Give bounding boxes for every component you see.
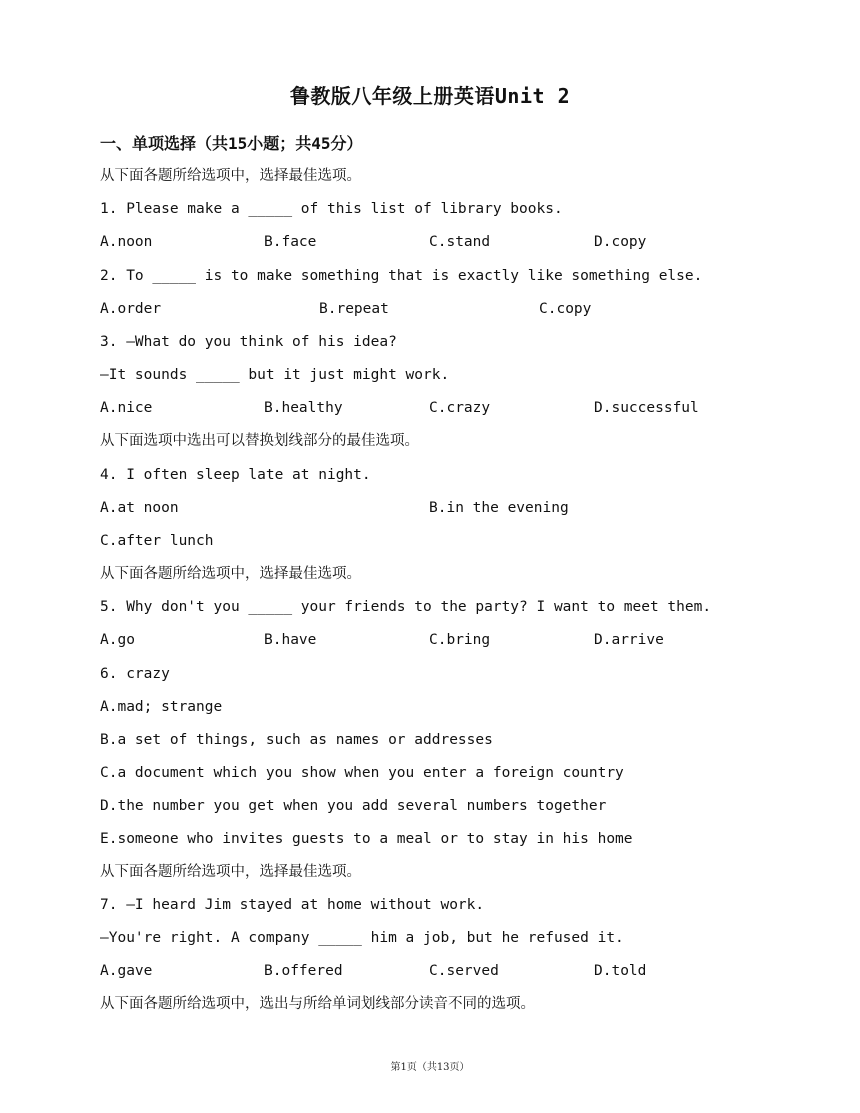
- question-1-stem: 1. Please make a _____ of this list of library books.: [100, 201, 563, 217]
- question-1-option-b: B.face: [264, 234, 317, 250]
- instruction: 从下面各题所给选项中，选择最佳选项。: [100, 864, 361, 880]
- question-2-stem: 2. To _____ is to make something that is exactly like something else.: [100, 268, 703, 284]
- page-title: 鲁教版八年级上册英语Unit 2: [289, 84, 571, 108]
- question-7-option-c: C.served: [429, 963, 499, 979]
- question-5-stem: 5. Why don't you _____ your friends to the party? I want to meet them.: [100, 599, 712, 615]
- page-footer: 第1页（共13页）: [390, 1062, 470, 1073]
- instruction: 从下面各题所给选项中，选出与所给单词划线部分读音不同的选项。: [100, 996, 535, 1012]
- question-2-option-a: A.order: [100, 301, 162, 317]
- question-3-option-c: C.crazy: [429, 400, 491, 416]
- question-6-option-b: B.a set of things, such as names or addresses: [100, 732, 493, 748]
- question-3-stem: 3. —What do you think of his idea?: [100, 334, 397, 350]
- question-5-option-d: D.arrive: [594, 632, 664, 648]
- instruction: 从下面选项中选出可以替换划线部分的最佳选项。: [100, 433, 419, 449]
- instruction: 从下面各题所给选项中，选择最佳选项。: [100, 168, 361, 184]
- question-6-option-a: A.mad; strange: [100, 699, 223, 715]
- question-3-option-a: A.nice: [100, 400, 153, 416]
- section-heading: 一、单项选择（共15小题；共45分）: [100, 134, 363, 153]
- question-7-option-a: A.gave: [100, 963, 153, 979]
- question-5-option-b: B.have: [264, 632, 317, 648]
- question-7-stem-reply: —You're right. A company _____ him a job, but he refused it.: [100, 930, 624, 946]
- instruction: 从下面各题所给选项中，选择最佳选项。: [100, 566, 361, 582]
- question-4-option-b: B.in the evening: [429, 500, 569, 516]
- question-7-option-d: D.told: [594, 963, 647, 979]
- question-4-option-c: C.after lunch: [100, 533, 214, 549]
- question-1-option-a: A.noon: [100, 234, 153, 250]
- question-5-option-c: C.bring: [429, 632, 491, 648]
- question-4-option-a: A.at noon: [100, 500, 179, 516]
- question-6-stem: 6. crazy: [100, 666, 170, 682]
- question-1-option-c: C.stand: [429, 234, 491, 250]
- question-6-option-c: C.a document which you show when you enter a foreign country: [100, 765, 624, 781]
- question-1-option-d: D.copy: [594, 234, 647, 250]
- question-6-option-d: D.the number you get when you add several numbers together: [100, 798, 607, 814]
- question-2-option-b: B.repeat: [319, 301, 389, 317]
- question-2-option-c: C.copy: [539, 301, 592, 317]
- question-7-stem: 7. —I heard Jim stayed at home without work.: [100, 897, 485, 913]
- question-6-option-e: E.someone who invites guests to a meal or to stay in his home: [100, 831, 633, 847]
- question-3-option-b: B.healthy: [264, 400, 343, 416]
- question-4-stem: 4. I often sleep late at night.: [100, 467, 371, 483]
- question-7-option-b: B.offered: [264, 963, 343, 979]
- question-3-option-d: D.successful: [594, 400, 699, 416]
- question-3-stem-reply: —It sounds _____ but it just might work.: [100, 367, 450, 383]
- question-5-option-a: A.go: [100, 632, 135, 648]
